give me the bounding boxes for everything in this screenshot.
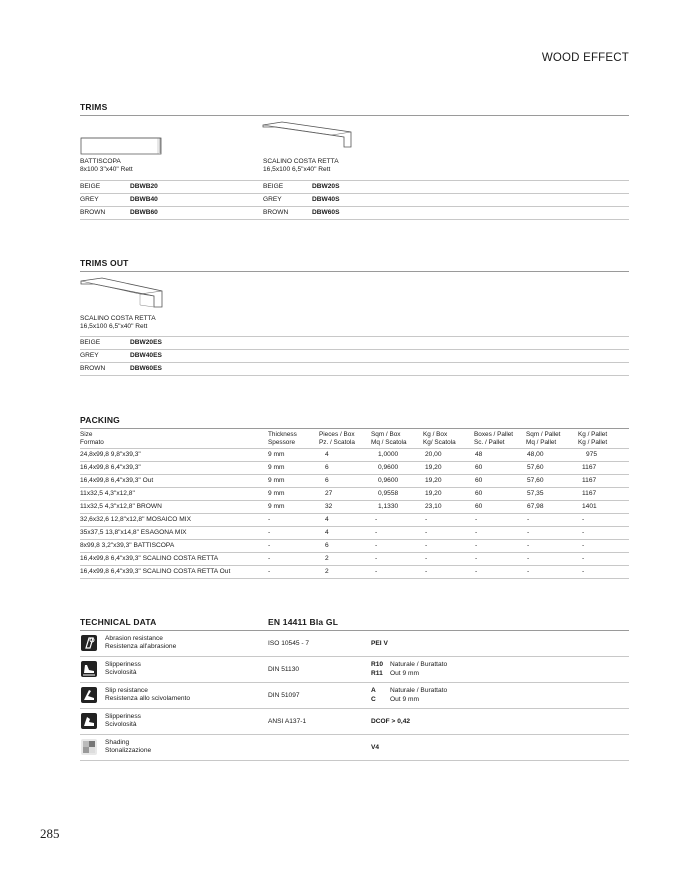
trim-out-color: GREY xyxy=(80,352,99,359)
packing-cell: - xyxy=(475,529,478,536)
packing-cell: 60 xyxy=(475,464,483,471)
tech-value-key: DCOF > 0,42 xyxy=(371,718,411,725)
packing-cell: 23,10 xyxy=(425,503,442,510)
packing-row-rule xyxy=(80,539,629,540)
packing-cell: 60 xyxy=(475,503,483,510)
tech-label-it: Scivolosità xyxy=(105,721,137,728)
tech-value-key: R10 xyxy=(371,661,384,668)
packing-cell: 57,60 xyxy=(527,464,544,471)
packing-row-rule xyxy=(80,500,629,501)
packing-cell: 9 mm xyxy=(268,490,285,497)
packing-cell: 4 xyxy=(325,516,329,523)
packing-cell: 9 mm xyxy=(268,503,285,510)
packing-cell: 32,6x32,6 12,8"x12,8" MOSAICO MIX xyxy=(80,516,191,523)
packing-cell: - xyxy=(268,542,271,549)
packing-row-rule xyxy=(80,513,629,514)
packing-cell: - xyxy=(375,529,378,536)
slipperiness-icon xyxy=(81,661,97,677)
tech-row-rule xyxy=(80,656,629,657)
packing-cell: 19,20 xyxy=(425,477,442,484)
packing-cell: - xyxy=(475,542,478,549)
packing-row-rule xyxy=(80,474,629,475)
packing-cell: 20,00 xyxy=(425,451,442,458)
packing-cell: - xyxy=(375,516,378,523)
packing-cell: 19,20 xyxy=(425,490,442,497)
tech-value-key: A xyxy=(371,687,376,694)
tech-label-en: Shading xyxy=(105,739,130,746)
packing-cell: - xyxy=(582,516,585,523)
packing-header-boxes-pallet: Boxes / Pallet Sc. / Pallet xyxy=(474,431,514,446)
packing-cell: 1167 xyxy=(582,464,597,471)
packing-cell: 57,35 xyxy=(527,490,544,497)
packing-cell: 8x99,8 3,2"x39,3" BATTISCOPA xyxy=(80,542,175,549)
packing-row-rule xyxy=(80,448,629,449)
page-number: 285 xyxy=(40,826,60,841)
battiscopa-size: 8x100 3"x40" Rett xyxy=(80,166,133,173)
tech-row-rule xyxy=(80,760,629,761)
packing-cell: - xyxy=(375,555,378,562)
packing-title: PACKING xyxy=(80,415,120,425)
packing-cell: 24,8x99,8 9,8"x39,3" xyxy=(80,451,141,458)
packing-cell: 0,9600 xyxy=(378,464,399,471)
battiscopa-profile-drawing xyxy=(80,137,164,157)
trim-color: BEIGE xyxy=(80,183,101,190)
trim-code: DBWB40 xyxy=(130,196,158,203)
slipperiness-dcof-icon xyxy=(81,713,97,729)
trims-title: TRIMS xyxy=(80,102,108,112)
trim-code: DBW60S xyxy=(312,209,340,216)
packing-cell: - xyxy=(425,568,428,575)
packing-cell: - xyxy=(582,529,585,536)
trim-out-color: BROWN xyxy=(80,365,106,372)
packing-cell: - xyxy=(475,516,478,523)
trim-color: GREY xyxy=(263,196,282,203)
scalino-out-profile-drawing xyxy=(80,277,164,313)
packing-cell: 57,60 xyxy=(527,477,544,484)
packing-cell: 60 xyxy=(475,490,483,497)
packing-cell: - xyxy=(582,568,585,575)
packing-cell: 4 xyxy=(325,529,329,536)
tech-row-rule xyxy=(80,682,629,683)
trims-out-title: TRIMS OUT xyxy=(80,258,129,268)
packing-cell: 6 xyxy=(325,542,329,549)
packing-cell: - xyxy=(375,568,378,575)
trim-code: DBWB60 xyxy=(130,209,158,216)
trims-out-table-rule xyxy=(80,336,629,337)
trims-table-rule xyxy=(80,219,629,220)
tech-value-key: V4 xyxy=(371,744,380,751)
page-heading: WOOD EFFECT xyxy=(541,52,629,64)
tech-label-it: Scivolosità xyxy=(105,669,137,676)
packing-cell: 32 xyxy=(325,503,333,510)
packing-cell: 9 mm xyxy=(268,451,285,458)
packing-header-kg-box: Kg / Box Kg/ Scatola xyxy=(423,431,456,446)
packing-cell: 0,9600 xyxy=(378,477,399,484)
tech-value-key: PEI V xyxy=(371,640,388,647)
slip-resistance-icon xyxy=(81,687,97,703)
packing-cell: - xyxy=(375,542,378,549)
packing-cell: 27 xyxy=(325,490,333,497)
packing-cell: - xyxy=(425,529,428,536)
packing-cell: - xyxy=(582,542,585,549)
packing-cell: - xyxy=(425,555,428,562)
packing-cell: 1,0000 xyxy=(378,451,399,458)
packing-rule xyxy=(80,428,629,429)
packing-row-rule xyxy=(80,526,629,527)
packing-row-rule xyxy=(80,578,629,579)
trim-code: DBW20S xyxy=(312,183,340,190)
packing-cell: - xyxy=(268,555,271,562)
technical-rule xyxy=(80,630,629,631)
trims-out-table-rule xyxy=(80,375,629,376)
trim-out-code: DBW20ES xyxy=(130,339,162,346)
packing-header-sqm-box: Sqm / Box Mq / Scatola xyxy=(371,431,407,446)
packing-cell: 1401 xyxy=(582,503,597,510)
packing-cell: - xyxy=(582,555,585,562)
trim-color: BROWN xyxy=(80,209,106,216)
tech-label-it: Resistenza allo scivolamento xyxy=(105,695,191,702)
packing-row-rule xyxy=(80,565,629,566)
packing-cell: - xyxy=(475,568,478,575)
scalino-out-size: 16,5x100 6,5"x40" Rett xyxy=(80,323,148,330)
packing-cell: - xyxy=(425,516,428,523)
scalino-name: SCALINO COSTA RETTA xyxy=(263,158,339,165)
tech-label-en: Slipperiness xyxy=(105,713,141,720)
packing-row-rule xyxy=(80,487,629,488)
trims-out-table-rule xyxy=(80,362,629,363)
packing-cell: - xyxy=(268,516,271,523)
tech-norm: DIN 51097 xyxy=(268,692,300,699)
trims-table-rule xyxy=(80,206,629,207)
tech-value-text: Out 9 mm xyxy=(390,670,419,677)
packing-cell: 35x37,5 13,8"x14,8" ESAGONA MIX xyxy=(80,529,187,536)
tech-value-key: C xyxy=(371,696,376,703)
technical-standard: EN 14411 BIa GL xyxy=(268,617,339,627)
packing-cell: 16,4x99,8 6,4"x39,3" Out xyxy=(80,477,154,484)
packing-cell: 48,00 xyxy=(527,451,544,458)
packing-cell: 6 xyxy=(325,464,329,471)
abrasion-icon xyxy=(81,635,97,651)
packing-cell: 9 mm xyxy=(268,477,285,484)
packing-cell: 6 xyxy=(325,477,329,484)
trim-out-code: DBW60ES xyxy=(130,365,162,372)
tech-label-en: Slipperiness xyxy=(105,661,141,668)
trims-out-rule xyxy=(80,271,629,272)
tech-label-it: Resistenza all'abrasione xyxy=(105,643,177,650)
packing-cell: - xyxy=(268,568,271,575)
trims-out-table-rule xyxy=(80,349,629,350)
trim-code: DBW40S xyxy=(312,196,340,203)
packing-cell: 11x32,5 4,3"x12,8" xyxy=(80,490,135,497)
packing-header-pieces-box: Pieces / Box Pz. / Scatola xyxy=(319,431,355,446)
packing-row-rule xyxy=(80,461,629,462)
packing-cell: 0,9558 xyxy=(378,490,399,497)
scalino-out-name: SCALINO COSTA RETTA xyxy=(80,315,156,322)
tech-value-text: Out 9 mm xyxy=(390,696,419,703)
trim-color: BEIGE xyxy=(263,183,284,190)
tech-norm: DIN 51130 xyxy=(268,666,300,673)
battiscopa-name: BATTISCOPA xyxy=(80,158,121,165)
packing-cell: 1,1330 xyxy=(378,503,399,510)
tech-label-it: Stonalizzazione xyxy=(105,747,152,754)
trim-code: DBWB20 xyxy=(130,183,158,190)
trim-color: GREY xyxy=(80,196,99,203)
packing-cell: - xyxy=(425,542,428,549)
packing-header-thickness: Thickness Spessore xyxy=(268,431,297,446)
tech-row-rule xyxy=(80,734,629,735)
scalino-profile-drawing xyxy=(262,121,352,149)
trim-out-code: DBW40ES xyxy=(130,352,162,359)
packing-cell: - xyxy=(527,555,530,562)
tech-label-en: Abrasion resistance xyxy=(105,635,163,642)
tech-value-text: Naturale / Burattato xyxy=(390,687,448,694)
tech-norm: ANSI A137-1 xyxy=(268,718,307,725)
packing-cell: 4 xyxy=(325,451,329,458)
packing-cell: 975 xyxy=(586,451,598,458)
packing-cell: 9 mm xyxy=(268,464,285,471)
packing-cell: 2 xyxy=(325,568,329,575)
packing-header-kg-pallet: Kg / Pallet Kg / Pallet xyxy=(578,431,608,446)
packing-cell: 16,4x99,8 6,4"x39,3" xyxy=(80,464,141,471)
packing-cell: - xyxy=(268,529,271,536)
packing-cell: 19,20 xyxy=(425,464,442,471)
packing-cell: - xyxy=(527,529,530,536)
packing-cell: 2 xyxy=(325,555,329,562)
packing-cell: - xyxy=(527,542,530,549)
packing-cell: 11x32,5 4,3"x12,8" BROWN xyxy=(80,503,162,510)
packing-cell: 16,4x99,8 6,4"x39,3" SCALINO COSTA RETTA xyxy=(80,555,219,562)
tech-row-rule xyxy=(80,708,629,709)
packing-cell: 67,98 xyxy=(527,503,544,510)
packing-header-sqm-pallet: Sqm / Pallet Mq / Pallet xyxy=(526,431,561,446)
shading-icon xyxy=(81,739,97,755)
packing-cell: 1167 xyxy=(582,477,597,484)
trims-rule xyxy=(80,115,629,116)
trims-table-rule xyxy=(80,193,629,194)
tech-value-text: Naturale / Burattato xyxy=(390,661,448,668)
scalino-size: 16,5x100 6,5"x40" Rett xyxy=(263,166,331,173)
tech-norm: ISO 10545 - 7 xyxy=(268,640,310,647)
tech-label-en: Slip resistance xyxy=(105,687,148,694)
trim-out-color: BEIGE xyxy=(80,339,101,346)
packing-cell: - xyxy=(527,568,530,575)
tech-value-key: R11 xyxy=(371,670,383,677)
packing-cell: 16,4x99,8 6,4"x39,3" SCALINO COSTA RETTA Out xyxy=(80,568,231,575)
packing-cell: 48 xyxy=(475,451,483,458)
packing-header-size: Size Formato xyxy=(80,431,104,446)
trims-table-rule xyxy=(80,180,629,181)
trim-color: BROWN xyxy=(263,209,289,216)
packing-cell: 1167 xyxy=(582,490,597,497)
packing-row-rule xyxy=(80,552,629,553)
packing-cell: 60 xyxy=(475,477,483,484)
packing-cell: - xyxy=(475,555,478,562)
technical-title: TECHNICAL DATA xyxy=(80,617,157,627)
packing-cell: - xyxy=(527,516,530,523)
